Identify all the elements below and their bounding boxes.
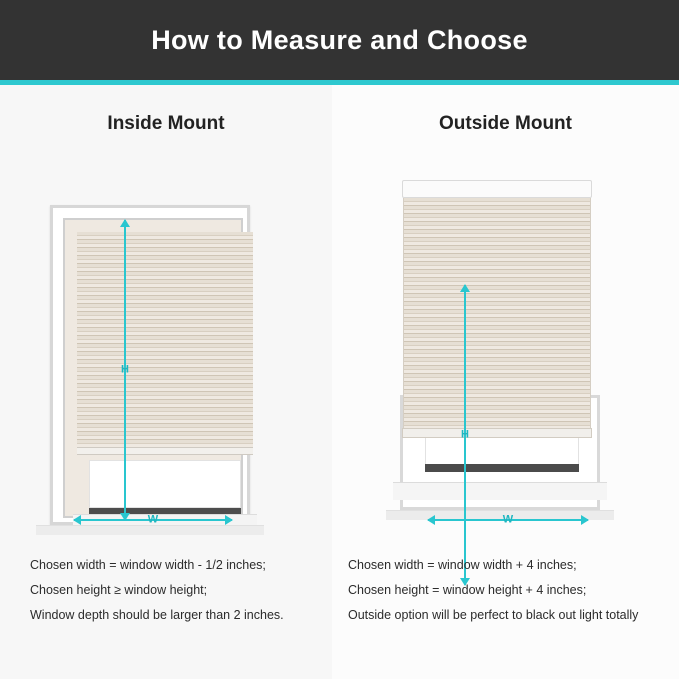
inside-note-1: Chosen width = window width - 1/2 inches; — [30, 558, 266, 572]
outside-note-1: Chosen width = window width + 4 inches; — [348, 558, 577, 572]
inside-window-frame — [50, 205, 250, 525]
outside-window-sill — [393, 482, 607, 500]
outside-width-arrow — [428, 513, 588, 527]
outside-shade-bottom-rail — [402, 428, 592, 438]
inside-height-label: H — [121, 363, 129, 376]
outside-height-arrow — [458, 285, 472, 585]
outside-width-label: W — [502, 513, 514, 526]
outside-cellular-shade — [403, 198, 591, 428]
inside-width-label: W — [147, 513, 159, 526]
inside-height-arrow — [118, 220, 132, 520]
outside-note-2: Chosen height = window height + 4 inches; — [348, 583, 587, 597]
header-bar — [0, 0, 679, 80]
panel-title-outside: Outside Mount — [439, 113, 572, 134]
outside-height-label: H — [461, 428, 469, 441]
arrow-head-right-icon — [225, 515, 233, 525]
inside-note-3: Window depth should be larger than 2 inches. — [30, 608, 284, 622]
page-title: How to Measure and Choose — [151, 24, 528, 55]
inside-note-2: Chosen height ≥ window height; — [30, 583, 208, 597]
arrow-head-right-icon — [581, 515, 589, 525]
inside-mount-notes — [30, 553, 320, 628]
inside-window-opening — [63, 218, 243, 518]
panel-inside-mount — [0, 85, 332, 679]
arrow-head-left-icon — [427, 515, 435, 525]
arrow-head-up-icon — [460, 284, 470, 292]
window-glass — [89, 460, 241, 508]
outside-mount-notes — [348, 553, 670, 628]
outside-note-3: Outside option will be perfect to black out light totally — [348, 608, 639, 622]
inside-width-arrow — [74, 513, 232, 527]
arrow-head-left-icon — [73, 515, 81, 525]
content-area — [0, 85, 679, 679]
arrow-head-up-icon — [120, 219, 130, 227]
outside-shade-headrail — [402, 180, 592, 198]
outside-window-glass-shadow — [425, 464, 579, 472]
cellular-shade — [77, 232, 253, 447]
panel-title-inside: Inside Mount — [107, 113, 225, 134]
shade-bottom-rail — [77, 447, 253, 455]
